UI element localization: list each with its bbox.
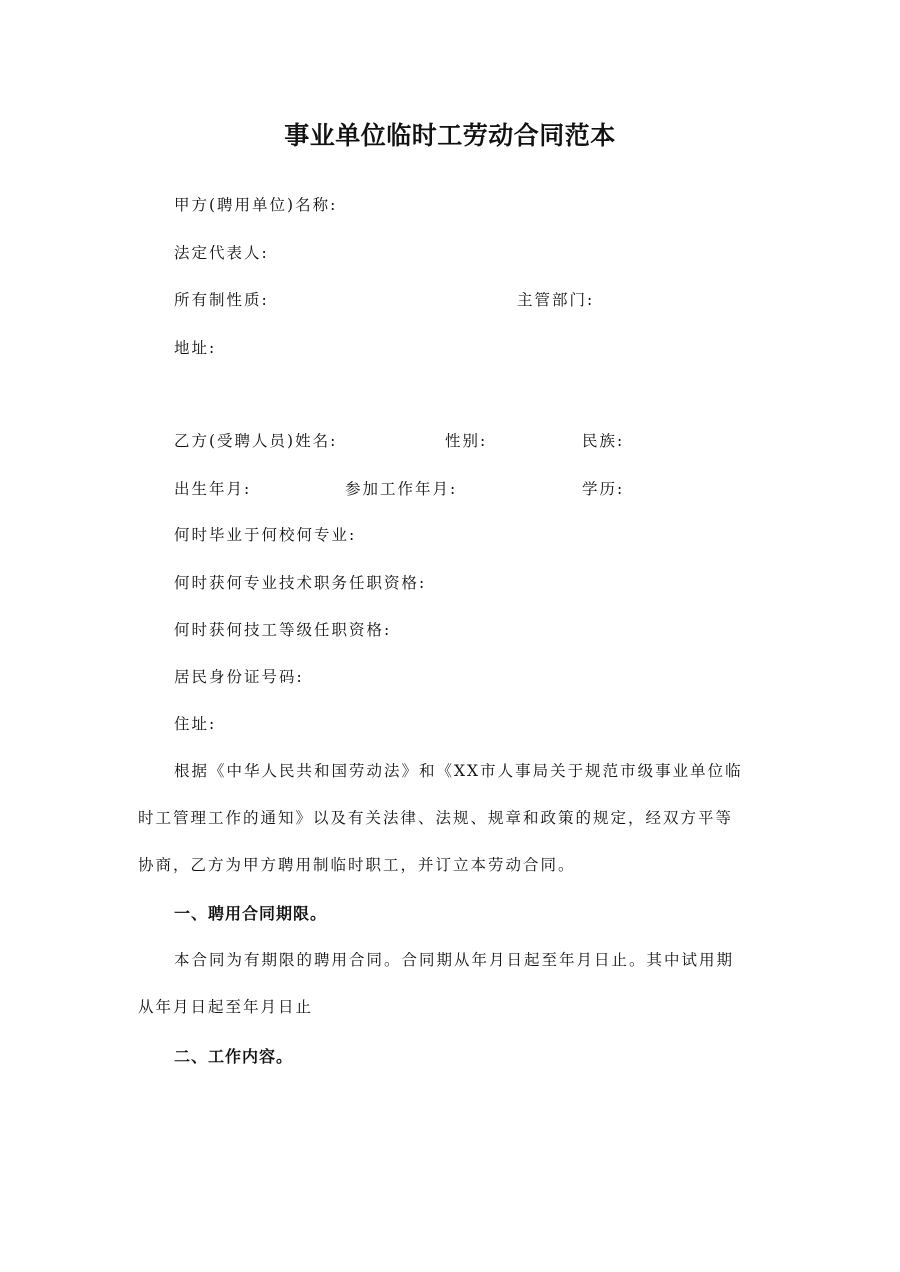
gender-label: 性别: [445, 432, 488, 450]
party-b-name-label: 乙方(受聘人员)姓名: [174, 432, 338, 450]
ownership-label: 所有制性质: [174, 291, 269, 309]
preamble-line: 根据《中华人民共和国劳动法》和《XX市人事局关于规范市级事业单位临 [174, 762, 743, 780]
graduation-label: 何时毕业于何校何专业: [174, 526, 357, 544]
preamble-line: 协商，乙方为甲方聘用制临时职工，并订立本劳动合同。 [138, 856, 576, 874]
section-2-heading: 二、工作内容。 [174, 1047, 294, 1066]
section-1-heading: 一、聘用合同期限。 [174, 904, 328, 923]
document-title: 事业单位临时工劳动合同范本 [284, 121, 616, 150]
education-label: 学历: [582, 480, 625, 498]
supervisor-department-label: 主管部门: [517, 291, 595, 309]
ethnicity-label: 民族: [582, 432, 625, 450]
preamble-line: 时工管理工作的通知》以及有关法律、法规、规章和政策的规定，经双方平等 [138, 809, 734, 827]
work-start-date-label: 参加工作年月: [345, 480, 458, 498]
tech-title-label: 何时获何专业技术职务任职资格: [174, 574, 427, 592]
section-1-body-line: 本合同为有期限的聘用合同。合同期从年月日起至年月日止。其中试用期 [174, 951, 735, 969]
legal-representative-label: 法定代表人: [174, 244, 269, 262]
party-a-name-label: 甲方(聘用单位)名称: [174, 196, 338, 214]
skill-level-label: 何时获何技工等级任职资格: [174, 621, 392, 639]
birth-date-label: 出生年月: [174, 480, 252, 498]
party-a-address-label: 地址: [174, 339, 217, 357]
section-1-body-line: 从年月日起至年月日止 [138, 998, 314, 1016]
id-number-label: 居民身份证号码: [174, 668, 304, 686]
party-b-address-label: 住址: [174, 715, 217, 733]
